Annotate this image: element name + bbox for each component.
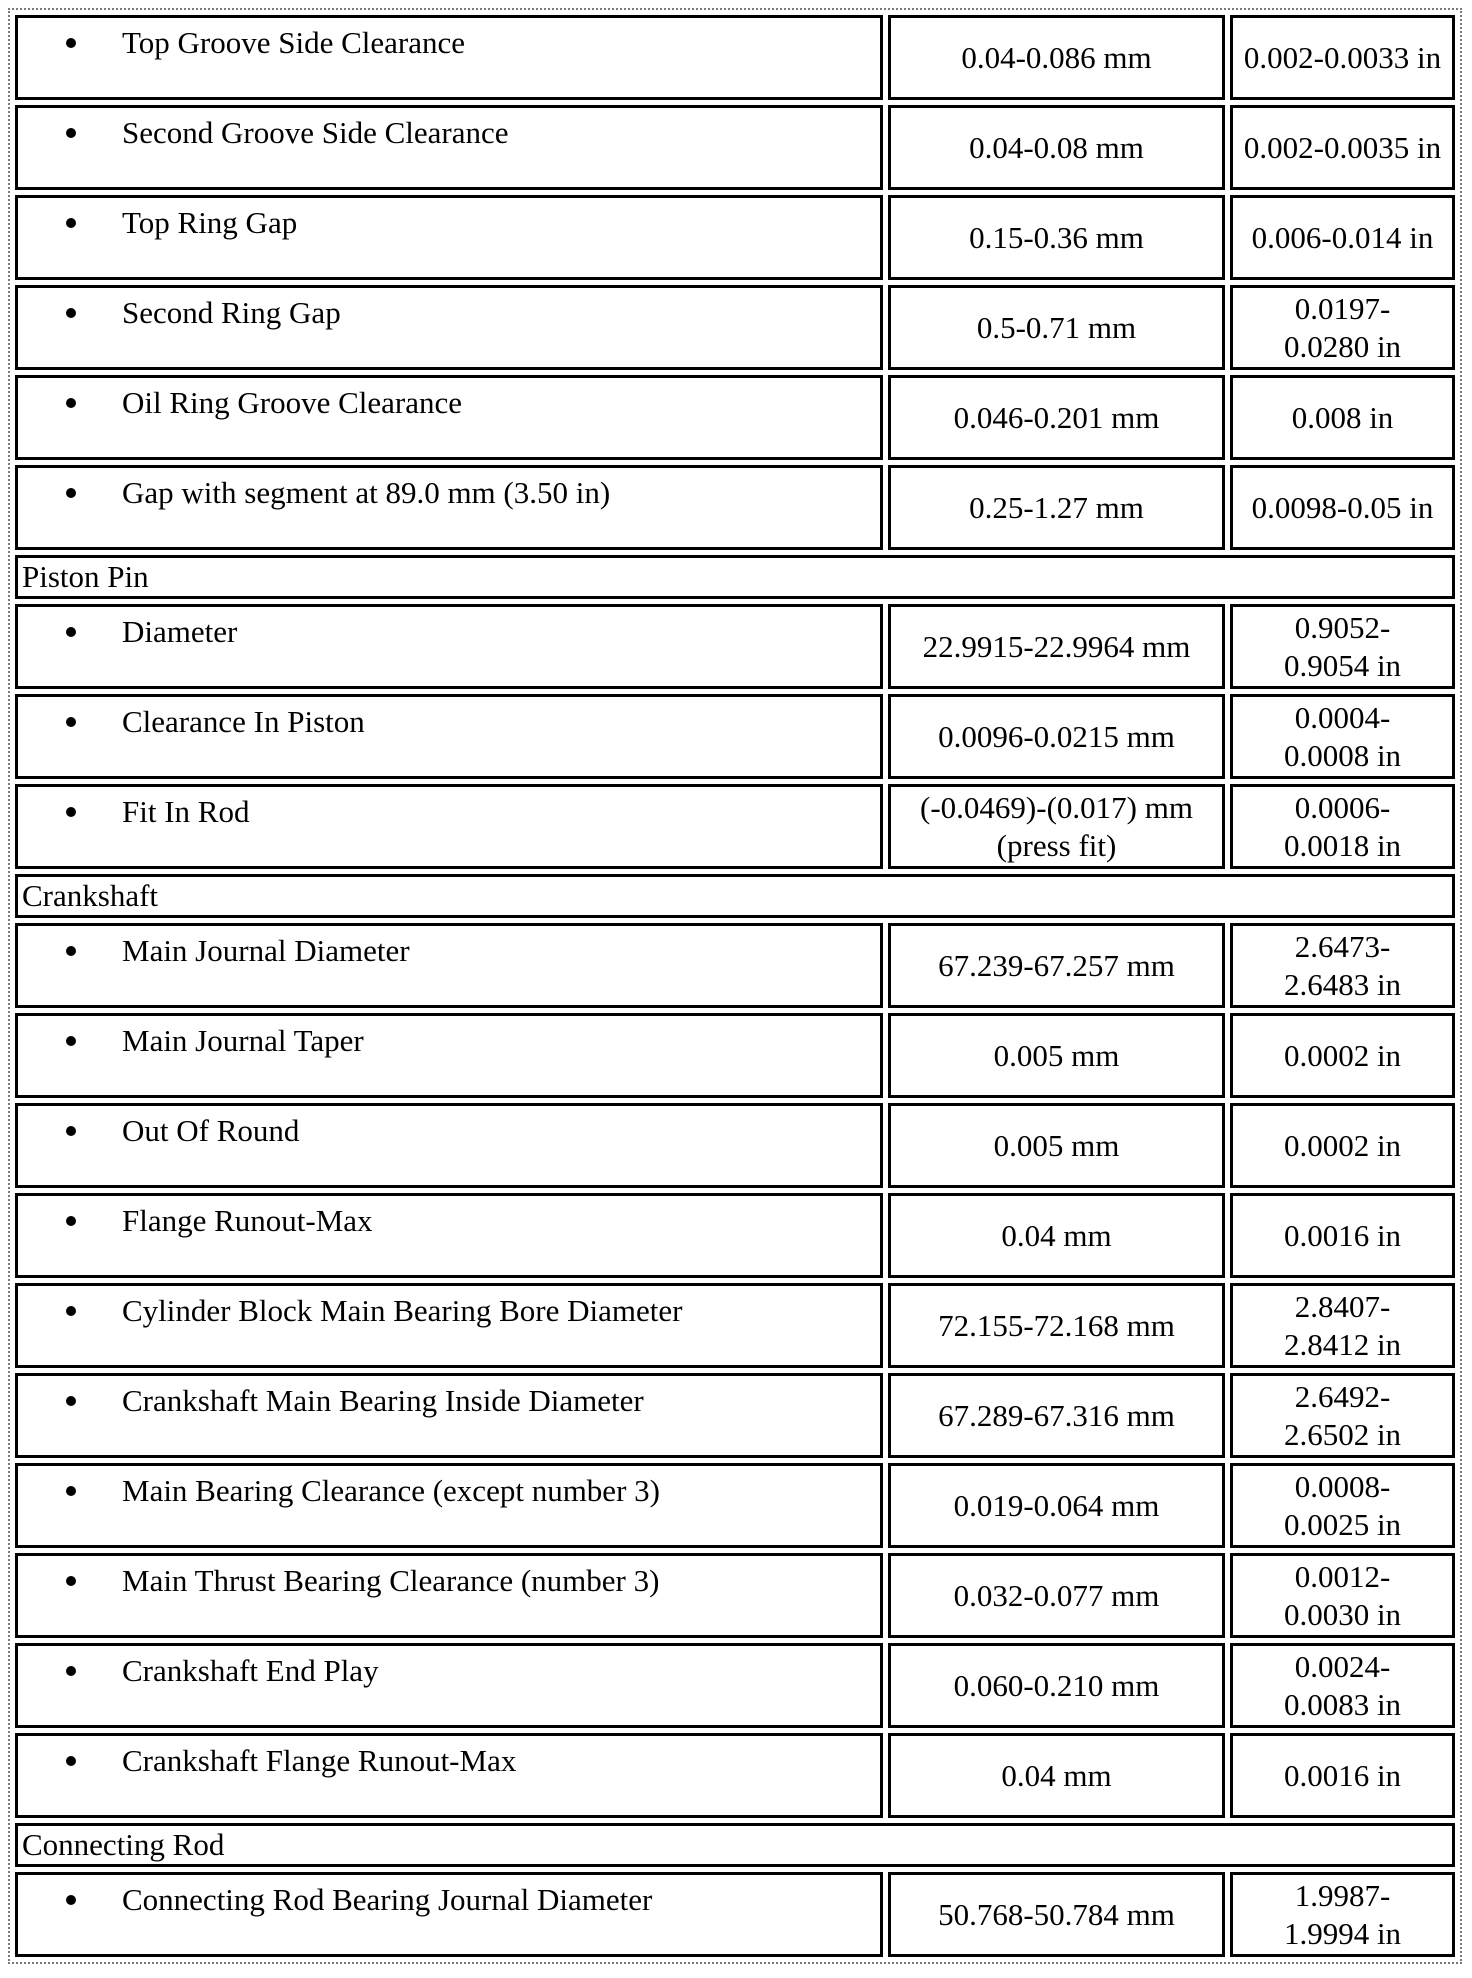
imperial-value-cell bbox=[1230, 195, 1455, 280]
metric-value-cell bbox=[888, 1643, 1225, 1728]
metric-value: 0.019-0.064 mm bbox=[953, 1487, 1160, 1523]
list-item bbox=[18, 384, 880, 422]
spec-label-cell bbox=[15, 105, 883, 190]
spec-label-cell bbox=[15, 465, 883, 550]
spec-label-cell bbox=[15, 1872, 883, 1957]
table-row bbox=[15, 1643, 1455, 1728]
imperial-value: 0.0098-0.05 in bbox=[1251, 489, 1434, 525]
metric-value-cell bbox=[888, 923, 1225, 1008]
bullet-icon bbox=[18, 1382, 122, 1420]
metric-value: 0.25-1.27 mm bbox=[969, 489, 1144, 525]
metric-value: (-0.0469)-(0.017) mm bbox=[920, 789, 1193, 825]
imperial-value-cell bbox=[1230, 784, 1455, 869]
imperial-value: 0.9052- bbox=[1294, 609, 1391, 645]
bullet-icon bbox=[18, 114, 122, 152]
metric-value-cell bbox=[888, 1872, 1225, 1957]
spec-label: Main Bearing Clearance (except number 3) bbox=[122, 1473, 660, 1508]
list-item bbox=[18, 1022, 880, 1060]
metric-value-cell bbox=[888, 784, 1225, 869]
spec-label: Out Of Round bbox=[122, 1113, 300, 1148]
section-title: Crankshaft bbox=[15, 874, 1455, 918]
spec-label-cell bbox=[15, 1463, 883, 1548]
list-item bbox=[18, 294, 880, 332]
table-row bbox=[15, 923, 1455, 1008]
imperial-value: 2.8412 in bbox=[1283, 1326, 1402, 1362]
spec-label: Fit In Rod bbox=[122, 794, 250, 829]
imperial-value-cell bbox=[1230, 1103, 1455, 1188]
section-title: Connecting Rod bbox=[15, 1823, 1455, 1867]
imperial-value: 0.002-0.0033 in bbox=[1243, 39, 1442, 75]
spec-label-cell bbox=[15, 375, 883, 460]
spec-label: Clearance In Piston bbox=[122, 704, 365, 739]
bullet-icon bbox=[18, 24, 122, 62]
metric-value-cell bbox=[888, 15, 1225, 100]
table-row bbox=[15, 15, 1455, 100]
metric-value-cell bbox=[888, 105, 1225, 190]
section-header-row bbox=[15, 555, 1455, 599]
imperial-value: 2.6483 in bbox=[1283, 966, 1402, 1002]
table-row bbox=[15, 694, 1455, 779]
list-item bbox=[18, 1562, 880, 1600]
spec-label: Diameter bbox=[122, 614, 238, 649]
imperial-value: 0.0083 in bbox=[1283, 1686, 1402, 1722]
imperial-value: 2.6492- bbox=[1294, 1378, 1391, 1414]
metric-value-cell bbox=[888, 1553, 1225, 1638]
list-item bbox=[18, 24, 880, 62]
imperial-value: 1.9994 in bbox=[1283, 1915, 1402, 1951]
table-row bbox=[15, 1733, 1455, 1818]
spec-label: Crankshaft Flange Runout-Max bbox=[122, 1743, 517, 1778]
table-row bbox=[15, 1103, 1455, 1188]
table-row bbox=[15, 1283, 1455, 1368]
bullet-icon bbox=[18, 1742, 122, 1780]
spec-label: Cylinder Block Main Bearing Bore Diameter bbox=[122, 1293, 683, 1328]
list-item bbox=[18, 703, 880, 741]
list-item bbox=[18, 1742, 880, 1780]
imperial-value-cell bbox=[1230, 1013, 1455, 1098]
bullet-icon bbox=[18, 474, 122, 512]
metric-value: 72.155-72.168 mm bbox=[938, 1307, 1175, 1343]
metric-value: 22.9915-22.9964 mm bbox=[922, 628, 1191, 664]
spec-label: Main Thrust Bearing Clearance (number 3) bbox=[122, 1563, 660, 1598]
spec-label: Main Journal Taper bbox=[122, 1023, 364, 1058]
metric-value: 67.289-67.316 mm bbox=[938, 1397, 1175, 1433]
table-row bbox=[15, 784, 1455, 869]
metric-value-cell bbox=[888, 604, 1225, 689]
table-row bbox=[15, 465, 1455, 550]
metric-value: 0.005 mm bbox=[993, 1127, 1120, 1163]
metric-value-cell bbox=[888, 1283, 1225, 1368]
list-item bbox=[18, 1202, 880, 1240]
imperial-value: 0.9054 in bbox=[1283, 647, 1402, 683]
spec-label: Main Journal Diameter bbox=[122, 933, 410, 968]
metric-value-cell bbox=[888, 1373, 1225, 1458]
bullet-icon bbox=[18, 1881, 122, 1919]
specifications-table bbox=[8, 8, 1462, 1964]
metric-value: 0.005 mm bbox=[993, 1037, 1120, 1073]
metric-value-cell bbox=[888, 1463, 1225, 1548]
list-item bbox=[18, 1292, 880, 1330]
list-item bbox=[18, 793, 880, 831]
imperial-value: 0.0012- bbox=[1294, 1558, 1391, 1594]
metric-value: 0.046-0.201 mm bbox=[953, 399, 1160, 435]
metric-value: (press fit) bbox=[996, 827, 1117, 863]
imperial-value: 0.0008- bbox=[1294, 1468, 1391, 1504]
bullet-icon bbox=[18, 932, 122, 970]
imperial-value-cell bbox=[1230, 465, 1455, 550]
bullet-icon bbox=[18, 1022, 122, 1060]
metric-value-cell bbox=[888, 1193, 1225, 1278]
bullet-icon bbox=[18, 204, 122, 242]
spec-label-cell bbox=[15, 15, 883, 100]
metric-value-cell bbox=[888, 375, 1225, 460]
metric-value: 0.04-0.08 mm bbox=[969, 129, 1144, 165]
list-item bbox=[18, 204, 880, 242]
spec-label-cell bbox=[15, 694, 883, 779]
list-item bbox=[18, 1472, 880, 1510]
imperial-value: 0.0025 in bbox=[1283, 1506, 1402, 1542]
table-row bbox=[15, 604, 1455, 689]
spec-label-cell bbox=[15, 784, 883, 869]
list-item bbox=[18, 474, 880, 512]
bullet-icon bbox=[18, 1562, 122, 1600]
imperial-value: 0.0016 in bbox=[1283, 1217, 1402, 1253]
spec-label-cell bbox=[15, 604, 883, 689]
spec-label: Flange Runout-Max bbox=[122, 1203, 373, 1238]
imperial-value: 0.002-0.0035 in bbox=[1243, 129, 1442, 165]
bullet-icon bbox=[18, 793, 122, 831]
imperial-value: 0.006-0.014 in bbox=[1251, 219, 1434, 255]
list-item bbox=[18, 1881, 880, 1919]
imperial-value-cell bbox=[1230, 285, 1455, 370]
metric-value-cell bbox=[888, 1013, 1225, 1098]
metric-value-cell bbox=[888, 285, 1225, 370]
spec-label-cell bbox=[15, 1373, 883, 1458]
imperial-value: 0.0024- bbox=[1294, 1648, 1391, 1684]
imperial-value: 0.0006- bbox=[1294, 789, 1391, 825]
metric-value-cell bbox=[888, 195, 1225, 280]
imperial-value: 2.6502 in bbox=[1283, 1416, 1402, 1452]
imperial-value: 0.0197- bbox=[1294, 290, 1391, 326]
metric-value-cell bbox=[888, 1733, 1225, 1818]
bullet-icon bbox=[18, 703, 122, 741]
imperial-value-cell bbox=[1230, 375, 1455, 460]
spec-label: Second Ring Gap bbox=[122, 295, 341, 330]
spec-label-cell bbox=[15, 923, 883, 1008]
metric-value: 50.768-50.784 mm bbox=[938, 1896, 1175, 1932]
imperial-value: 0.0280 in bbox=[1283, 328, 1402, 364]
table-row bbox=[15, 375, 1455, 460]
table-row bbox=[15, 1553, 1455, 1638]
table-row bbox=[15, 1463, 1455, 1548]
bullet-icon bbox=[18, 294, 122, 332]
spec-label-cell bbox=[15, 1013, 883, 1098]
spec-label: Gap with segment at 89.0 mm (3.50 in) bbox=[122, 475, 611, 510]
imperial-value-cell bbox=[1230, 1643, 1455, 1728]
imperial-value-cell bbox=[1230, 1733, 1455, 1818]
spec-label: Connecting Rod Bearing Journal Diameter bbox=[122, 1882, 653, 1917]
imperial-value-cell bbox=[1230, 1463, 1455, 1548]
list-item bbox=[18, 613, 880, 651]
spec-label: Crankshaft End Play bbox=[122, 1653, 379, 1688]
imperial-value-cell bbox=[1230, 1373, 1455, 1458]
metric-value-cell bbox=[888, 1103, 1225, 1188]
specifications-table-body bbox=[15, 15, 1455, 1957]
metric-value: 0.0096-0.0215 mm bbox=[938, 718, 1175, 754]
section-title: Piston Pin bbox=[15, 555, 1455, 599]
table-row bbox=[15, 285, 1455, 370]
spec-label: Oil Ring Groove Clearance bbox=[122, 385, 463, 420]
imperial-value: 0.008 in bbox=[1291, 399, 1394, 435]
spec-label: Top Groove Side Clearance bbox=[122, 25, 466, 60]
spec-label: Top Ring Gap bbox=[122, 205, 298, 240]
table-row bbox=[15, 1013, 1455, 1098]
spec-label-cell bbox=[15, 1643, 883, 1728]
imperial-value-cell bbox=[1230, 105, 1455, 190]
metric-value: 0.04-0.086 mm bbox=[961, 39, 1152, 75]
metric-value: 0.15-0.36 mm bbox=[969, 219, 1144, 255]
table-row bbox=[15, 1193, 1455, 1278]
imperial-value-cell bbox=[1230, 15, 1455, 100]
bullet-icon bbox=[18, 1652, 122, 1690]
imperial-value-cell bbox=[1230, 1872, 1455, 1957]
metric-value: 0.04 mm bbox=[1001, 1217, 1112, 1253]
spec-label-cell bbox=[15, 1733, 883, 1818]
spec-label-cell bbox=[15, 1103, 883, 1188]
table-row bbox=[15, 195, 1455, 280]
table-row bbox=[15, 105, 1455, 190]
imperial-value: 0.0030 in bbox=[1283, 1596, 1402, 1632]
metric-value: 0.5-0.71 mm bbox=[976, 309, 1137, 345]
imperial-value: 0.0008 in bbox=[1283, 737, 1402, 773]
metric-value: 0.04 mm bbox=[1001, 1757, 1112, 1793]
imperial-value-cell bbox=[1230, 604, 1455, 689]
imperial-value-cell bbox=[1230, 1553, 1455, 1638]
metric-value-cell bbox=[888, 694, 1225, 779]
bullet-icon bbox=[18, 1202, 122, 1240]
section-header-row bbox=[15, 874, 1455, 918]
bullet-icon bbox=[18, 1292, 122, 1330]
imperial-value: 1.9987- bbox=[1294, 1877, 1391, 1913]
list-item bbox=[18, 932, 880, 970]
imperial-value: 0.0002 in bbox=[1283, 1127, 1402, 1163]
metric-value: 0.060-0.210 mm bbox=[953, 1667, 1160, 1703]
imperial-value: 0.0018 in bbox=[1283, 827, 1402, 863]
metric-value-cell bbox=[888, 465, 1225, 550]
table-row bbox=[15, 1872, 1455, 1957]
section-header-row bbox=[15, 1823, 1455, 1867]
spec-label-cell bbox=[15, 1193, 883, 1278]
table-row bbox=[15, 1373, 1455, 1458]
spec-label-cell bbox=[15, 285, 883, 370]
bullet-icon bbox=[18, 1472, 122, 1510]
imperial-value-cell bbox=[1230, 923, 1455, 1008]
metric-value: 0.032-0.077 mm bbox=[953, 1577, 1160, 1613]
bullet-icon bbox=[18, 613, 122, 651]
imperial-value-cell bbox=[1230, 1283, 1455, 1368]
imperial-value: 2.8407- bbox=[1294, 1288, 1391, 1324]
spec-label-cell bbox=[15, 1283, 883, 1368]
spec-label: Crankshaft Main Bearing Inside Diameter bbox=[122, 1383, 644, 1418]
bullet-icon bbox=[18, 384, 122, 422]
imperial-value-cell bbox=[1230, 694, 1455, 779]
list-item bbox=[18, 1652, 880, 1690]
metric-value: 67.239-67.257 mm bbox=[938, 947, 1175, 983]
imperial-value-cell bbox=[1230, 1193, 1455, 1278]
spec-label-cell bbox=[15, 195, 883, 280]
imperial-value: 0.0002 in bbox=[1283, 1037, 1402, 1073]
list-item bbox=[18, 1112, 880, 1150]
list-item bbox=[18, 114, 880, 152]
list-item bbox=[18, 1382, 880, 1420]
imperial-value: 2.6473- bbox=[1294, 928, 1391, 964]
spec-label-cell bbox=[15, 1553, 883, 1638]
spec-label: Second Groove Side Clearance bbox=[122, 115, 509, 150]
imperial-value: 0.0016 in bbox=[1283, 1757, 1402, 1793]
imperial-value: 0.0004- bbox=[1294, 699, 1391, 735]
bullet-icon bbox=[18, 1112, 122, 1150]
